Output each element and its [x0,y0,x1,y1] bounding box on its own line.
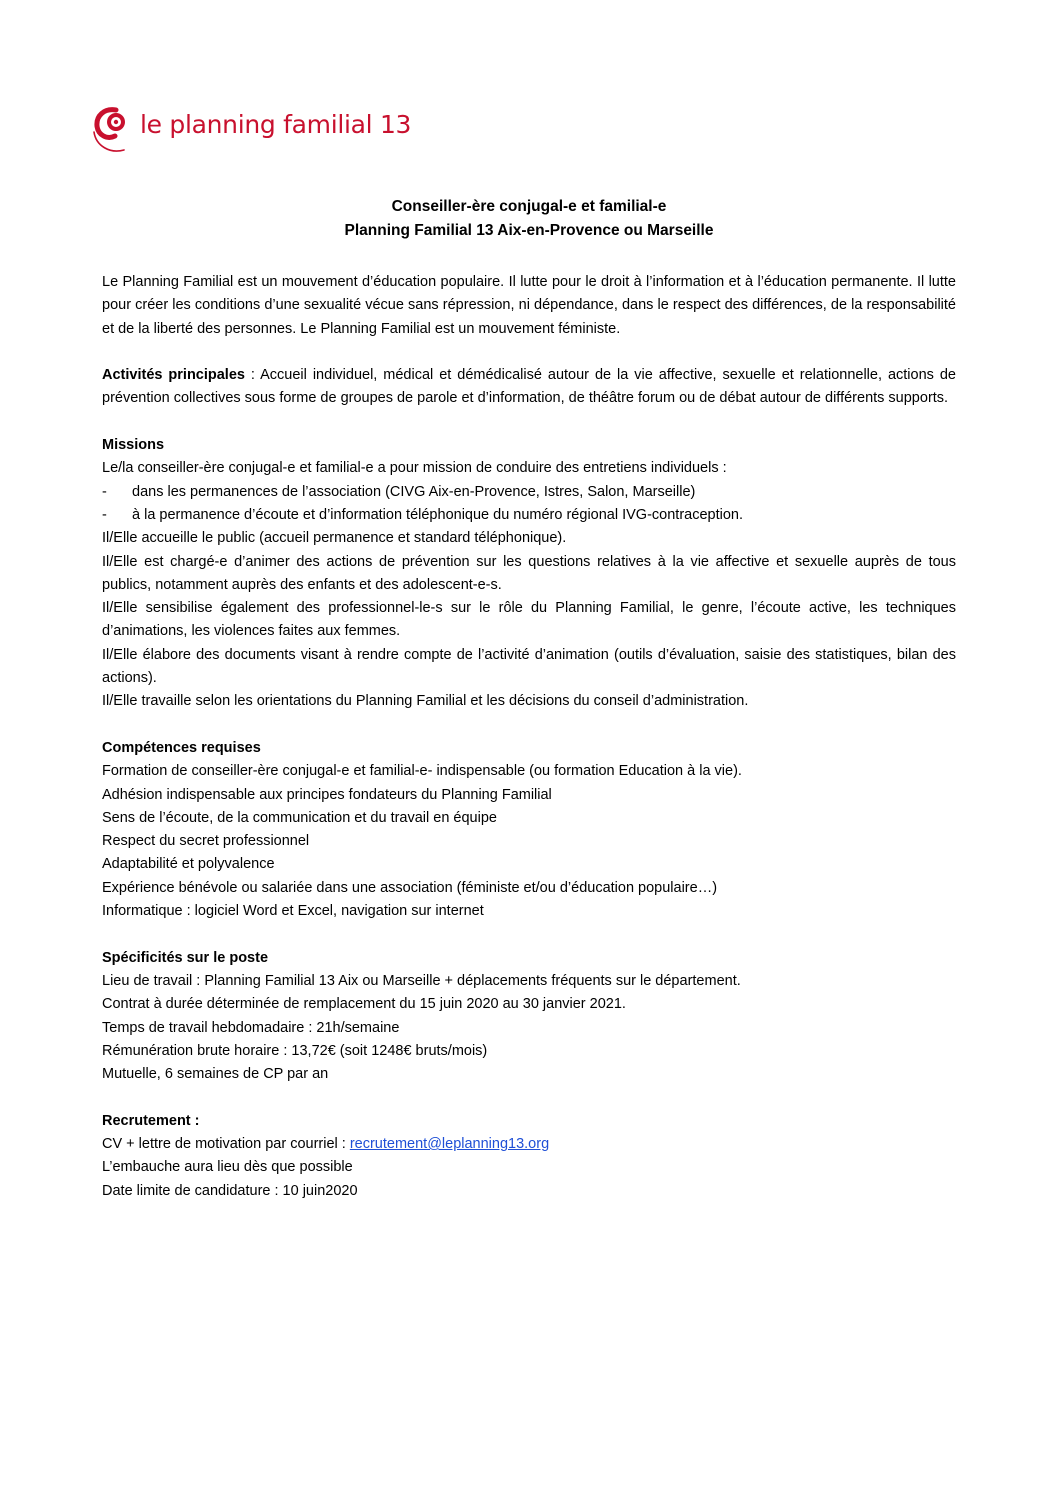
competence-item: Informatique : logiciel Word et Excel, navigation sur internet [102,903,484,920]
specificite-item: Temps de travail hebdomadaire : 21h/semaine [102,1019,400,1036]
specificite-item: Mutuelle, 6 semaines de CP par an [102,1066,329,1083]
missions-paragraph: Il/Elle travaille selon les orientations du Planning Familial et les décisions du conseil d’administration. [102,693,749,710]
missions-intro: Le/la conseiller-ère conjugal-e et familial-e a pour mission de conduire des entretiens individuels : [102,460,727,477]
recrutement-date-limite: Date limite de candidature : 10 juin2020 [102,1182,358,1199]
recrutement-heading: Recrutement : [102,1112,200,1129]
intro-paragraph: Le Planning Familial est un mouvement d’éducation populaire. Il lutte pour le droit à l’information et à l’éducation permanente. Il lutte pour créer les conditions d’une sexualité vécue sans répression, ni dépendance, dans le respect des différences, de la responsabilité et de la liberté des personnes. Le Planning Familial est un mouvement féministe. [102,274,956,337]
competence-item: Expérience bénévole ou salariée dans une association (féministe et/ou d’éducation populaire…) [102,879,718,896]
title-line-1: Conseiller-ère conjugal-e et familial-e [391,198,667,215]
document-title [102,195,956,243]
activites-label: Activités principales [102,367,245,384]
missions-heading: Missions [102,437,165,454]
competences-heading: Compétences requises [102,739,261,756]
missions-paragraph: Il/Elle élabore des documents visant à rendre compte de l’activité d’animation (outils d’évaluation, saisie des statistiques, bilan des actions). [102,646,956,687]
missions-paragraph: Il/Elle sensibilise également des professionnel-le-s sur le rôle du Planning Familial, le genre, l’écoute active, les techniques d’animations, les violences faites aux femmes. [102,600,956,640]
title-line-2: Planning Familial 13 Aix-en-Provence ou Marseille [344,222,714,239]
competence-item: Adaptabilité et polyvalence [102,856,275,873]
missions-paragraph: Il/Elle accueille le public (accueil permanence et standard téléphonique). [102,530,567,547]
specificite-item: Lieu de travail : Planning Familial 13 Aix ou Marseille + déplacements fréquents sur le département. [102,972,741,989]
logo-text [140,110,411,139]
recrutement-cv-line: CV + lettre de motivation par courriel : recrutement@leplanning13.org [102,1135,550,1152]
logo [90,98,411,158]
missions-dash-item: - à la permanence d’écoute et d’information téléphonique du numéro régional IVG-contraception. [102,506,743,523]
specificites-heading: Spécificités sur le poste [102,949,269,966]
document-body [102,271,956,1203]
missions-paragraph: Il/Elle est chargé-e d’animer des actions de prévention sur les questions relatives à la vie affective et sexuelle auprès de tous publics, notamment auprès des enfants et des adolescent-e-s. [102,553,956,593]
activites-text: : Accueil individuel, médical et démédicalisé autour de la vie affective, sexuelle et relationnelle, actions de prévention collectives sous forme de groupes de parole et d’information, de théâtre forum ou de débat autour de différents supports. [102,367,956,407]
competence-item: Respect du secret professionnel [102,833,310,850]
specificite-item: Contrat à durée déterminée de remplacement du 15 juin 2020 au 30 janvier 2021. [102,996,626,1013]
logo-swirl-icon [90,98,136,158]
specificite-item: Rémunération brute horaire : 13,72€ (soit 1248€ bruts/mois) [102,1042,488,1059]
recrutement-embauche: L’embauche aura lieu dès que possible [102,1159,353,1176]
activites-paragraph [102,364,956,411]
competence-item: Sens de l’écoute, de la communication et du travail en équipe [102,809,497,826]
logo-text-part1: le planning [140,109,276,139]
competence-item: Formation de conseiller-ère conjugal-e et familial-e- indispensable (ou formation Education à la vie). [102,763,742,780]
missions-dash-item: - dans les permanences de l’association (CIVG Aix-en-Provence, Istres, Salon, Marseille) [102,483,696,500]
recrutement-email-link[interactable]: recrutement@leplanning13.org [349,1135,550,1152]
logo-text-part2: familial 13 [283,109,412,139]
competence-item: Adhésion indispensable aux principes fondateurs du Planning Familial [102,786,552,803]
